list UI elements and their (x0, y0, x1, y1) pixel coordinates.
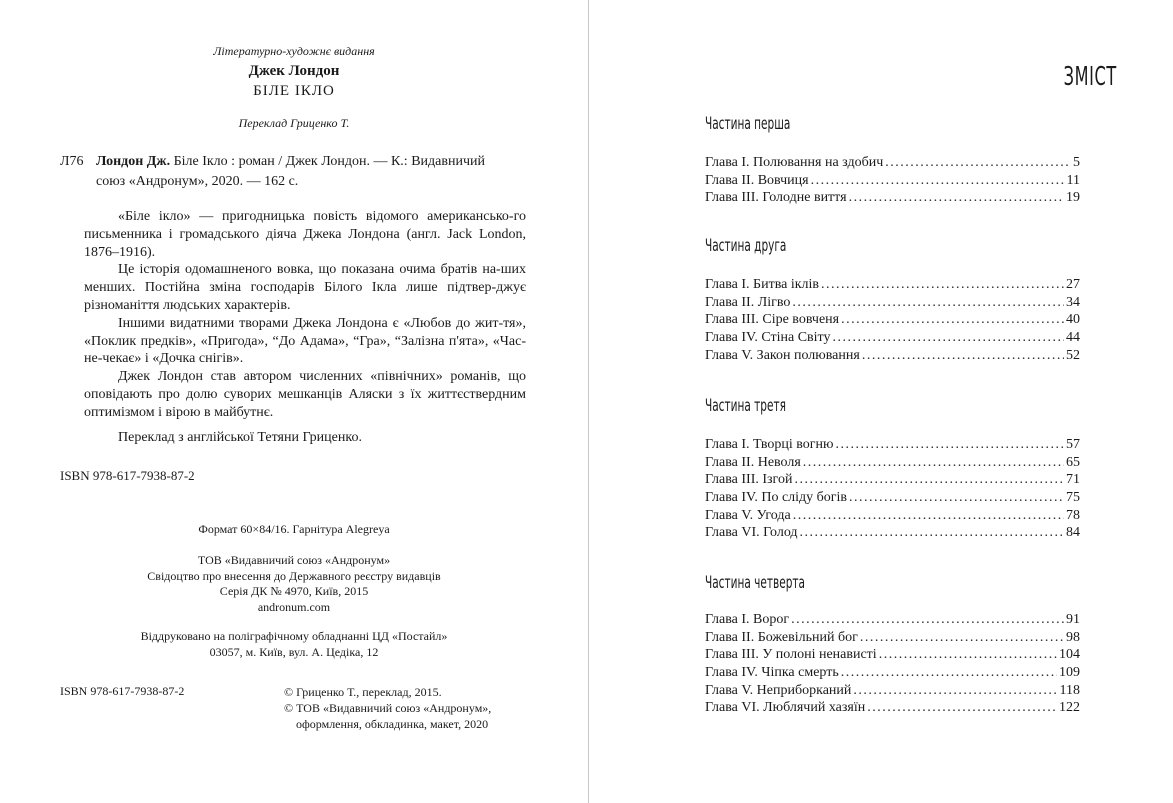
copyright-block (284, 684, 491, 732)
annotation-paragraph: Іншими видатними творами Джека Лондона є «Любов до жит-тя», «Поклик предків», «Пригода», “До Адама», “Гра», “Залізна п'ята», «Час-не-чекає» і «Дочка снігів». (84, 315, 526, 367)
toc-entry[interactable]: Глава І. Битва іклів . . . 27 (705, 277, 1080, 295)
toc-entry[interactable]: Глава ІІ. Божевільний бог . . . 98 (705, 630, 1080, 648)
publisher-website: andronum.com (257, 599, 331, 614)
publisher-line: ТОВ «Видавничий союз «Андронум» (197, 553, 391, 567)
toc-entry[interactable]: Глава V. Закон полювання . . . 52 (705, 348, 1080, 366)
isbn-bottom: ISBN 978-617-7938-87-2 (60, 684, 185, 698)
copyright-line: оформлення, обкладинка, макет, 2020 (296, 717, 489, 731)
chapter-list (705, 277, 1080, 365)
toc-entry[interactable]: Глава VI. Люблячий хазяїн . . . 122 (705, 700, 1080, 718)
copyright-line: © ТОВ «Видавничий союз «Андронум», (284, 701, 492, 715)
toc-entry[interactable]: Глава І. Полювання на здобич . . . 5 (705, 155, 1080, 173)
toc-entry[interactable]: Глава І. Творці вогню . . . 57 (705, 437, 1080, 455)
book-author: Джек Лондон (248, 63, 340, 79)
toc-entry[interactable]: Глава ІІ. Лігво . . . 34 (705, 295, 1080, 313)
printer-line: Віддруковано на поліграфічному обладнанні ЦД «Постайл» (140, 629, 448, 643)
biblio-line-2: союз «Андронум», 2020. — 162 с. (96, 174, 299, 189)
biblio-line-1: Біле Ікло : роман / Джек Лондон. — К.: Видавничий (173, 154, 485, 169)
printer-address: 03057, м. Київ, вул. А. Цедіка, 12 (209, 645, 379, 659)
publisher-line: Серія ДК № 4970, Київ, 2015 (219, 584, 369, 598)
genre-label: Літературно-художнє видання (213, 44, 375, 58)
annotation-paragraph: Джек Лондон став автором численних «північних» романів, що оповідають про долю суворих мешканців Аляски з їх життєствердним оптимізмом і вірою в майбутнє. (84, 369, 526, 420)
annotation-paragraph: Це історія одомашненого вовка, що показана очима братів на-ших менших. Постійна зміна господарів Білого Ікла лише підтвер-джує різноманіття людських характерів. (84, 262, 526, 313)
toc-entry[interactable]: Глава І. Ворог . . . 91 (705, 612, 1080, 630)
chapter-list (705, 612, 1080, 718)
isbn: ISBN 978-617-7938-87-2 (60, 468, 195, 483)
annotation-paragraph: «Біле ікло» — пригодницька повість відомого американсько-го письменника і громадського діяча Джека Лондона (англ. Jack London, 1876–1916). (84, 209, 526, 260)
printer-block (0, 628, 588, 660)
copyright-line: © Гриценко Т., переклад, 2015. (284, 685, 442, 699)
part-heading: Частина третя (705, 396, 786, 416)
toc-entry[interactable]: Глава ІІІ. Сіре вовченя . . . 40 (705, 312, 1080, 330)
toc-entry[interactable]: Глава ІІ. Неволя . . . 65 (705, 455, 1080, 473)
part-heading: Частина друга (705, 236, 787, 256)
page-divider (588, 0, 589, 803)
format-line: Формат 60×84/16. Гарнітура Alegreya (198, 522, 390, 536)
toc-entry[interactable]: Глава IV. Стіна Світу . . . 44 (705, 330, 1080, 348)
book-title: БІЛЕ ІКЛО (253, 83, 335, 99)
toc-entry[interactable]: Глава IV. По сліду богів . . . 75 (705, 490, 1080, 508)
chapter-list (705, 155, 1080, 208)
toc-entry[interactable]: Глава ІІ. Вовчиця . . . 11 (705, 173, 1080, 191)
part-heading: Частина перша (705, 114, 791, 134)
bibliographic-record (96, 154, 526, 170)
toc-entry[interactable]: Глава V. Неприборканий . . . 118 (705, 683, 1080, 701)
catalog-code: Л76 (60, 154, 84, 169)
publisher-line: Свідоцтво про внесення до Державного реєстру видавців (147, 568, 441, 583)
annotation (84, 208, 526, 422)
toc-page (590, 0, 1173, 803)
toc-entry[interactable]: Глава V. Угода . . . 78 (705, 508, 1080, 526)
chapter-list (705, 437, 1080, 543)
toc-entry[interactable]: Глава ІІІ. Голодне виття . . . 19 (705, 190, 1080, 208)
biblio-author: Лондон Дж. (96, 154, 171, 169)
toc-entry[interactable]: Глава ІІІ. Ізгой . . . 71 (705, 472, 1080, 490)
toc-entry[interactable]: Глава IV. Чіпка смерть . . . 109 (705, 665, 1080, 683)
toc-title: ЗМІСТ (1063, 62, 1117, 92)
publisher-block (0, 553, 588, 615)
toc-entry[interactable]: Глава ІІІ. У полоні ненависті . . . 104 (705, 647, 1080, 665)
part-heading: Частина четверта (705, 573, 806, 593)
translation-note: Переклад з англійської Тетяни Гриценко. (118, 430, 362, 445)
toc-entry[interactable]: Глава VI. Голод . . . 84 (705, 525, 1080, 543)
translator-credit: Переклад Гриценко Т. (238, 116, 350, 130)
